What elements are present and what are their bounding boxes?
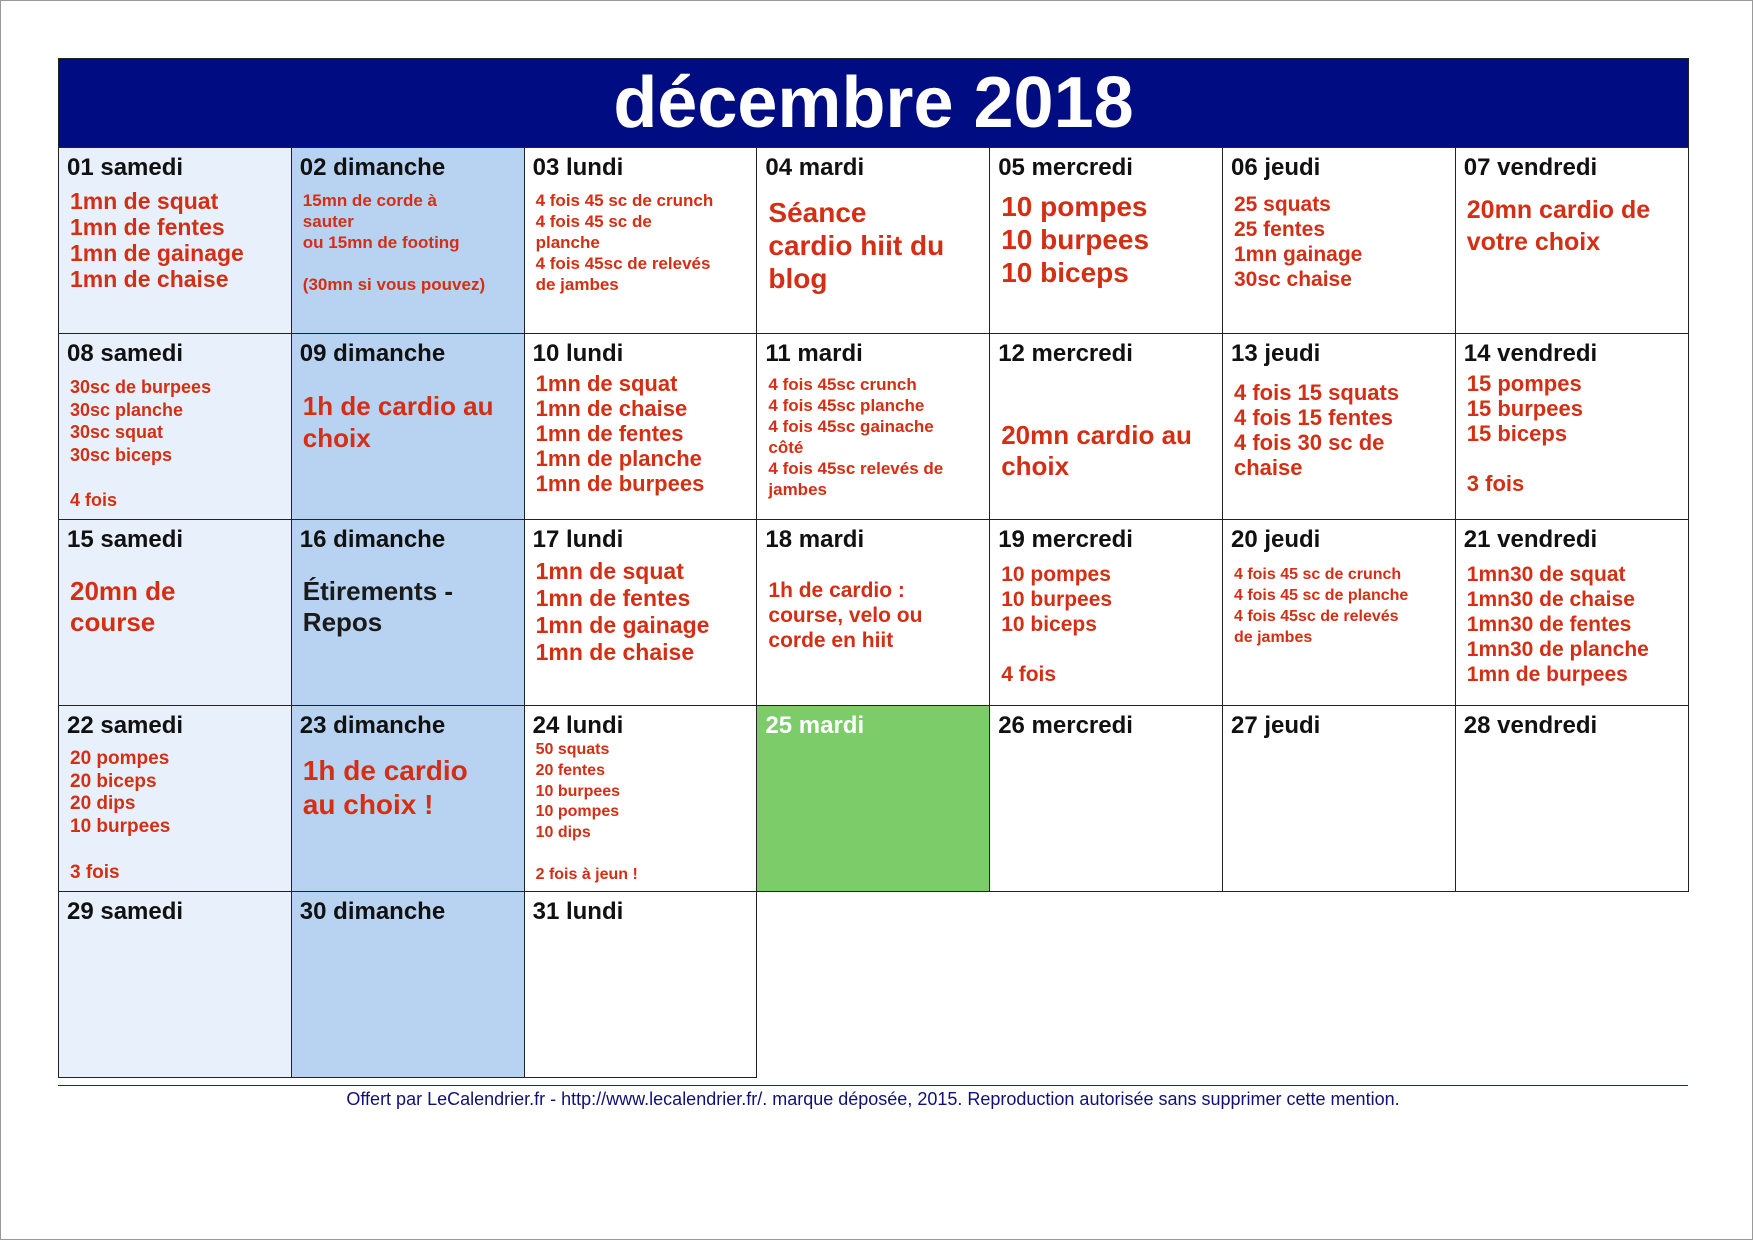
- month-title: décembre 2018: [613, 63, 1134, 143]
- day-label: 06 jeudi: [1230, 154, 1321, 181]
- day-notes: 1mn de squat 1mn de fentes 1mn de gainage 1mn de chaise: [70, 188, 244, 292]
- day-cell-26: [990, 706, 1223, 892]
- day-cell-21: [1456, 520, 1689, 706]
- day-notes: Séance cardio hiit du blog: [768, 197, 945, 294]
- day-label: 26 mercredi: [998, 712, 1133, 739]
- calendar-header: [59, 59, 1689, 148]
- day-label: 28 vendredi: [1463, 712, 1598, 739]
- day-cell-06: [1223, 148, 1456, 334]
- day-notes: 4 fois 45 sc de crunch 4 fois 45 sc de planche 4 fois 45sc de relevés de jambes: [1233, 566, 1409, 646]
- day-cell-01: [59, 148, 292, 334]
- day-label: 17 lundi: [532, 526, 624, 553]
- day-label: 15 samedi: [67, 526, 184, 553]
- day-label: 05 mercredi: [998, 154, 1133, 181]
- day-label: 13 jeudi: [1230, 340, 1321, 367]
- day-notes: 1h de cardio au choix !: [302, 755, 468, 820]
- day-cell-19: [990, 520, 1223, 706]
- day-cell-17: [525, 520, 758, 706]
- day-notes: 30sc de burpees 30sc planche 30sc squat 30sc biceps 4 fois: [70, 377, 212, 510]
- day-cell-12: [990, 334, 1223, 520]
- day-label: 10 lundi: [532, 340, 624, 367]
- day-label: 29 samedi: [67, 898, 184, 925]
- day-label: 25 mardi: [765, 712, 865, 739]
- day-cell-02: [292, 148, 525, 334]
- footer-divider: [58, 1085, 1688, 1086]
- day-notes: 20mn cardio de votre choix: [1466, 196, 1651, 256]
- day-cell-30: [292, 892, 525, 1078]
- day-cell-03: [525, 148, 758, 334]
- day-cell-24: [525, 706, 758, 892]
- day-label: 30 dimanche: [299, 898, 446, 925]
- day-label: 23 dimanche: [299, 712, 446, 739]
- day-notes: 25 squats 25 fentes 1mn gainage 30sc chaise: [1233, 193, 1363, 291]
- day-label: 14 vendredi: [1463, 340, 1598, 367]
- day-cell-15: [59, 520, 292, 706]
- day-cell-10: [525, 334, 758, 520]
- day-label: 07 vendredi: [1463, 154, 1598, 181]
- day-label: 22 samedi: [67, 712, 184, 739]
- day-label: 02 dimanche: [299, 154, 446, 181]
- day-cell-29: [59, 892, 292, 1078]
- day-cell-25: [757, 706, 990, 892]
- calendar-grid: [59, 148, 1689, 1078]
- day-label: 09 dimanche: [299, 340, 446, 367]
- month-calendar: [58, 58, 1689, 1078]
- day-cell-13: [1223, 334, 1456, 520]
- day-label: 01 samedi: [67, 154, 184, 181]
- day-cell-28: [1456, 706, 1689, 892]
- day-notes: 15mn de corde à sauter ou 15mn de footing (30mn si vous pouvez): [302, 191, 486, 294]
- day-notes: 10 pompes 10 burpees 10 biceps: [1001, 191, 1150, 288]
- day-cell-05: [990, 148, 1223, 334]
- day-label: 16 dimanche: [299, 526, 446, 553]
- day-notes: 1mn30 de squat 1mn30 de chaise 1mn30 de fentes 1mn30 de planche 1mn de burpees: [1466, 563, 1649, 686]
- day-notes: 20 pompes 20 biceps 20 dips 10 burpees 3 fois: [70, 748, 171, 883]
- day-notes: 4 fois 45sc crunch 4 fois 45sc planche 4 fois 45sc gainache côté 4 fois 45sc relevés de jambes: [768, 375, 944, 499]
- day-cell-20: [1223, 520, 1456, 706]
- day-cell-08: [59, 334, 292, 520]
- day-notes: 10 pompes 10 burpees 10 biceps 4 fois: [1001, 563, 1113, 686]
- day-label: 20 jeudi: [1230, 526, 1321, 553]
- day-label: 18 mardi: [765, 526, 865, 553]
- day-label: 19 mercredi: [998, 526, 1133, 553]
- day-cell-22: [59, 706, 292, 892]
- day-notes: 20mn de course: [70, 576, 176, 637]
- day-notes: 4 fois 45 sc de crunch 4 fois 45 sc de planche 4 fois 45sc de relevés de jambes: [535, 191, 714, 294]
- day-label: 08 samedi: [67, 340, 184, 367]
- footer-credit: Offert par LeCalendrier.fr - http://www.lecalendrier.fr/. marque déposée, 2015. Reproduction autorisée sans supprimer cette mention.: [346, 1089, 1400, 1109]
- day-label: 24 lundi: [532, 712, 624, 739]
- day-label: 03 lundi: [532, 154, 624, 181]
- day-label: 31 lundi: [532, 898, 624, 925]
- day-notes: 1mn de squat 1mn de fentes 1mn de gainage 1mn de chaise: [535, 558, 710, 665]
- day-cell-07: [1456, 148, 1689, 334]
- day-cell-09: [292, 334, 525, 520]
- day-notes: 15 pompes 15 burpees 15 biceps 3 fois: [1466, 371, 1583, 496]
- day-cell-31: [525, 892, 758, 1078]
- day-notes: 1h de cardio : course, velo ou corde en hiit: [768, 579, 923, 652]
- day-notes: 20mn cardio au choix: [1001, 420, 1192, 481]
- day-cell-27: [1223, 706, 1456, 892]
- day-notes: 50 squats 20 fentes 10 burpees 10 pompes 10 dips 2 fois à jeun !: [535, 741, 638, 883]
- day-cell-11: [757, 334, 990, 520]
- day-label: 11 mardi: [765, 340, 863, 367]
- day-cell-14: [1456, 334, 1689, 520]
- day-label: 21 vendredi: [1463, 526, 1598, 553]
- day-notes: 1h de cardio au choix: [302, 391, 494, 453]
- day-notes: Étirements - Repos: [302, 576, 454, 637]
- day-label: 12 mercredi: [998, 340, 1133, 367]
- day-notes: 4 fois 15 squats 4 fois 15 fentes 4 fois 30 sc de chaise: [1233, 380, 1400, 480]
- day-cell-18: [757, 520, 990, 706]
- day-label: 04 mardi: [765, 154, 865, 181]
- day-cell-23: [292, 706, 525, 892]
- day-cell-04: [757, 148, 990, 334]
- day-notes: 1mn de squat 1mn de chaise 1mn de fentes 1mn de planche 1mn de burpees: [535, 371, 705, 496]
- day-label: 27 jeudi: [1230, 712, 1321, 739]
- day-cell-16: [292, 520, 525, 706]
